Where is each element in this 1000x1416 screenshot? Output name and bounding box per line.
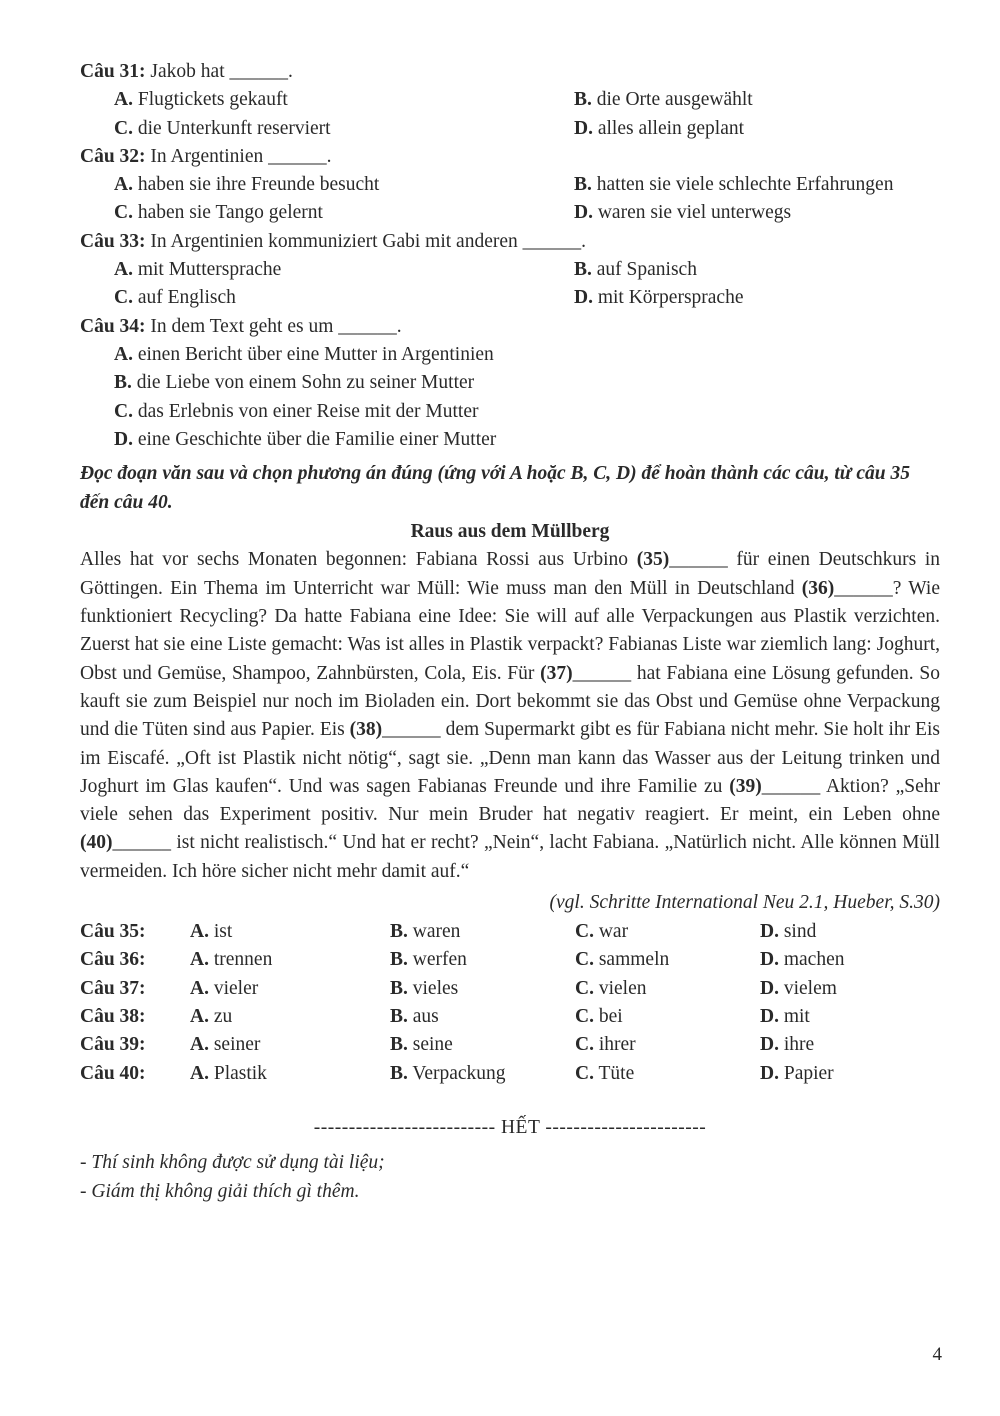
answer-row — [80, 1003, 844, 1031]
question-stem: In dem Text geht es um ______. — [150, 315, 402, 337]
option-a: A. trennen — [190, 949, 273, 971]
question-label: Câu 39: — [80, 1034, 146, 1056]
option-d: D. Papier — [760, 1062, 834, 1084]
question-stem: Jakob hat ______. — [150, 61, 293, 82]
question-label: Câu 37: — [80, 977, 146, 999]
answer-options-table — [80, 918, 844, 1088]
question-label: Câu 36: — [80, 949, 146, 971]
reading-title: Raus aus dem Müllberg — [410, 521, 610, 543]
option-b: B. aus — [390, 1005, 439, 1027]
option-c: C. haben sie Tango gelernt — [114, 202, 323, 224]
option-b: B. Verpackung — [390, 1062, 506, 1084]
exam-notes — [80, 1148, 940, 1206]
option-d: D. ihre — [760, 1034, 815, 1056]
question-32 — [80, 143, 940, 171]
source-citation: (vgl. Schritte International Neu 2.1, Hueber, S.30) — [549, 892, 940, 914]
gap-39: (39) — [729, 775, 762, 797]
question-label: Câu 34: — [80, 315, 146, 337]
option-c: C. ihrer — [575, 1034, 636, 1056]
option-b: B. die Orte ausgewählt — [574, 89, 753, 111]
option-d: D. machen — [760, 949, 845, 971]
question-stem: In Argentinien ______. — [150, 145, 332, 167]
option-b: B. werfen — [390, 949, 467, 971]
note-line: - Thí sinh không được sử dụng tài liệu; — [80, 1151, 385, 1173]
option-c: C. Tüte — [575, 1062, 635, 1084]
options-row — [80, 171, 940, 199]
exam-page — [80, 58, 940, 1206]
note-line: - Giám thị không giải thích gì thêm. — [80, 1180, 360, 1202]
option-a: A. mit Muttersprache — [114, 259, 282, 281]
option-c: C. vielen — [575, 977, 647, 999]
option-b: B. vieles — [390, 977, 459, 999]
question-label: Câu 35: — [80, 921, 146, 943]
option-b: B. waren — [390, 921, 461, 943]
answer-row — [80, 946, 844, 974]
option-a: A. zu — [190, 1005, 233, 1027]
question-31 — [80, 58, 940, 86]
option-d: D. alles allein geplant — [574, 117, 745, 139]
question-label: Câu 40: — [80, 1062, 146, 1084]
option-c: C. war — [575, 921, 629, 943]
end-marker: -------------------------- HẾT ----------------------- — [313, 1116, 707, 1138]
page-number: 4 — [932, 1344, 942, 1365]
gap-40: (40) — [80, 832, 113, 854]
question-34 — [80, 313, 940, 341]
options-row — [80, 115, 940, 143]
option-a: A. ist — [190, 921, 233, 943]
question-label: Câu 31: — [80, 61, 146, 82]
option-a: A. Plastik — [190, 1062, 267, 1084]
question-label: Câu 32: — [80, 145, 146, 167]
question-stem: In Argentinien kommuniziert Gabi mit anderen ______. — [150, 230, 587, 252]
options-row — [80, 86, 940, 114]
option-b: B. seine — [390, 1034, 453, 1056]
gap-38: (38) — [349, 719, 383, 741]
option-b: B. die Liebe von einem Sohn zu seiner Mutter — [114, 372, 475, 394]
question-label: Câu 33: — [80, 230, 146, 252]
option-a: A. Flugtickets gekauft — [114, 89, 288, 111]
answer-row — [80, 975, 844, 1003]
option-d: D. mit Körpersprache — [574, 287, 744, 309]
gap-36: (36) — [801, 577, 835, 599]
option-b: B. hatten sie viele schlechte Erfahrungen — [574, 174, 894, 196]
option-a: A. vieler — [190, 977, 259, 999]
option-d: D. waren sie viel unterwegs — [574, 202, 792, 224]
option-d: D. mit — [760, 1005, 810, 1027]
answer-row — [80, 918, 844, 946]
answer-row — [80, 1031, 844, 1059]
options-row — [80, 256, 940, 284]
options-row — [80, 199, 940, 227]
options-row — [80, 284, 940, 312]
option-c: C. das Erlebnis von einer Reise mit der Mutter — [114, 400, 479, 422]
question-33 — [80, 228, 940, 256]
gap-37: (37) — [540, 662, 573, 684]
option-d: D. sind — [760, 921, 817, 943]
option-c: C. auf Englisch — [114, 287, 236, 309]
section-instruction: Đọc đoạn văn sau và chọn phương án đúng (ứng với A hoặc B, C, D) để hoàn thành các câu, từ câu 35 đến câu 40. — [80, 463, 910, 513]
option-c: C. die Unterkunft reserviert — [114, 117, 331, 139]
reading-passage: Alles hat vor sechs Monaten begonnen: Fabiana Rossi aus Urbino (35)______ für einen Deutschkurs in Göttingen. Ein Thema im Unterricht war Müll: Wie muss man den Müll in Deutschland (36)______? Wie funktioniert Recycling? Da hatte Fabiana eine Idee: Sie will auf alle Verpackungen aus Plastik verzichten. Zuerst hat sie eine Liste gemacht: Was ist alles in Plastik verpackt? Fabianas Liste war ziemlich lang: Joghurt, Obst und Gemüse, Shampoo, Zahnbürsten, Cola, Eis. Für (37)______ hat Fabiana eine Lösung gefunden. So kauft sie zum Beispiel nur noch im Bioladen ein. Dort bekommt sie das Obst und Gemüse ohne Verpackung und die Tüten sind aus Papier. Eis (38)______ dem Supermarkt gibt es für Fabiana nicht mehr. Sie holt ihr Eis im Eiscafé. „Oft ist Plastik nicht nötig“, sagt sie. „Denn man kann das Wasser aus der Leitung trinken und Joghurt im Glas kaufen“. Und was sagen Fabianas Freunde und ihre Familie zu (39)______ Aktion? „Sehr viele sehen das Experiment positiv. Nur mein Bruder hat negativ reagiert. Er meint, ein Leben ohne (40)______ ist nicht realistisch.“ Und hat er recht? „Nein“, lacht Fabiana. „Natürlich nicht. Alle können Müll vermeiden. Ich höre sicher nicht mehr damit auf.“ — [80, 549, 940, 882]
option-a: A. haben sie ihre Freunde besucht — [114, 174, 380, 196]
answer-row — [80, 1060, 844, 1088]
option-c: C. bei — [575, 1005, 623, 1027]
question-label: Câu 38: — [80, 1005, 146, 1027]
option-c: C. sammeln — [575, 949, 670, 971]
option-d: D. eine Geschichte über die Familie einer Mutter — [114, 428, 497, 450]
option-a: A. seiner — [190, 1034, 261, 1056]
option-a: A. einen Bericht über eine Mutter in Argentinien — [114, 343, 494, 365]
option-b: B. auf Spanisch — [574, 259, 697, 281]
option-d: D. vielem — [760, 977, 837, 999]
gap-35: (35) — [636, 549, 670, 571]
